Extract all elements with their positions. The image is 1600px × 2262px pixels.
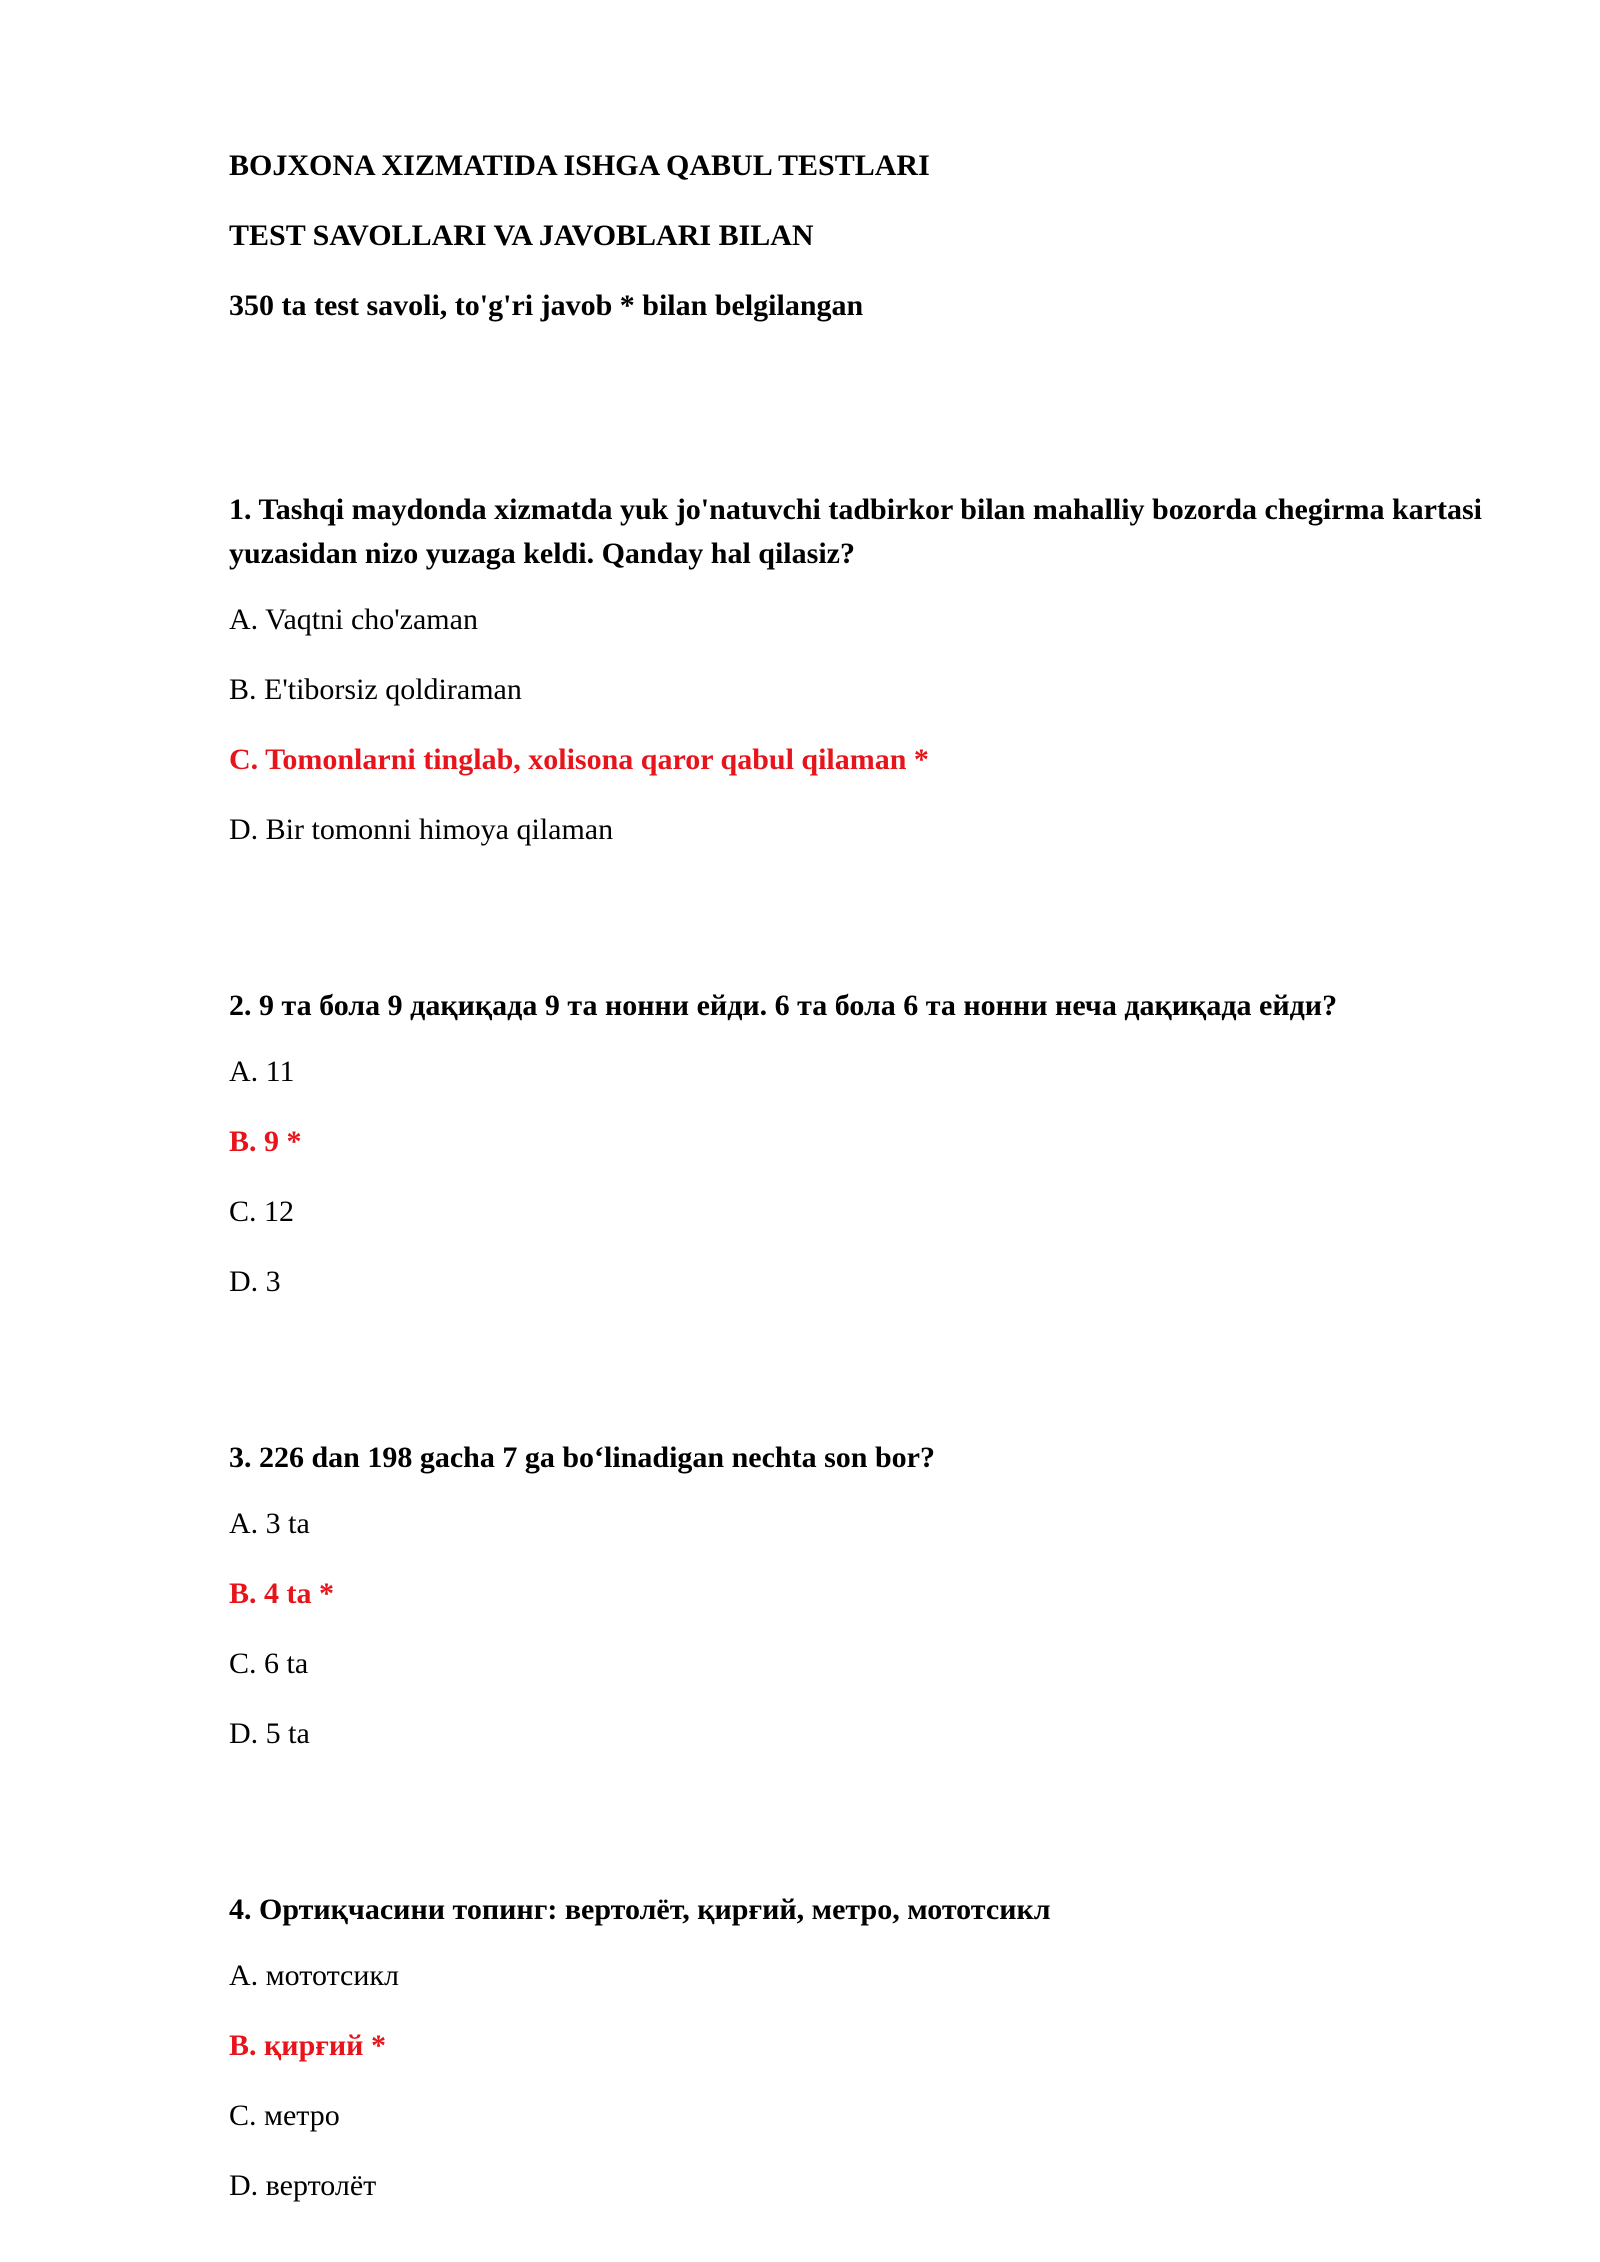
option-c: C. 12 [229,1195,295,1228]
option-d: D. 3 [229,1265,281,1298]
question-2 [229,984,1529,1300]
question-text: 3. 226 dan 198 gacha 7 ga bo‘linadigan nechta son bor? [229,1441,935,1474]
question-text: 4. Ортиқчасини топинг: вертолёт, қирғий, метро, мототсикл [229,1893,1051,1926]
option-b-correct: B. 9 * [229,1125,302,1158]
option-a: A. Vaqtni cho'zaman [229,603,478,636]
document-title: BOJXONA XIZMATIDA ISHGA QABUL TESTLARI [229,149,930,182]
option-a: A. 3 ta [229,1507,310,1540]
document-note: 350 ta test savoli, to'g'ri javob * bilan belgilangan [229,289,864,322]
option-c-correct: C. Tomonlarni tinglab, xolisona qaror qabul qilaman * [229,743,929,776]
option-d: D. вертолёт [229,2169,377,2202]
document-subtitle: TEST SAVOLLARI VA JAVOBLARI BILAN [229,219,814,252]
option-b: B. E'tiborsiz qoldiraman [229,673,522,706]
question-spacer [229,1786,1529,1888]
question-1 [229,488,1529,848]
option-c: C. 6 ta [229,1647,309,1680]
question-4 [229,1888,1529,2204]
option-c: C. метро [229,2099,340,2132]
question-3 [229,1436,1529,1752]
document-content [229,148,1529,2238]
question-spacer [229,882,1529,984]
question-text: 1. Tashqi maydonda xizmatda yuk jo'natuvchi tadbirkor bilan mahalliy bozorda chegirma kartasi yuzasidan nizo yuzaga keldi. Qanday hal qilasiz? [229,493,1482,570]
option-d: D. Bir tomonni himoya qilaman [229,813,614,846]
option-a: A. мототсикл [229,1959,399,1992]
option-b-correct: B. қирғий * [229,2029,386,2062]
option-d: D. 5 ta [229,1717,310,1750]
question-spacer [229,1334,1529,1436]
option-b-correct: B. 4 ta * [229,1577,334,1610]
option-a: A. 11 [229,1055,295,1088]
question-text: 2. 9 та бола 9 дақиқада 9 та нонни ейди. 6 та бола 6 та нонни неча дақиқада ейди? [229,989,1338,1022]
